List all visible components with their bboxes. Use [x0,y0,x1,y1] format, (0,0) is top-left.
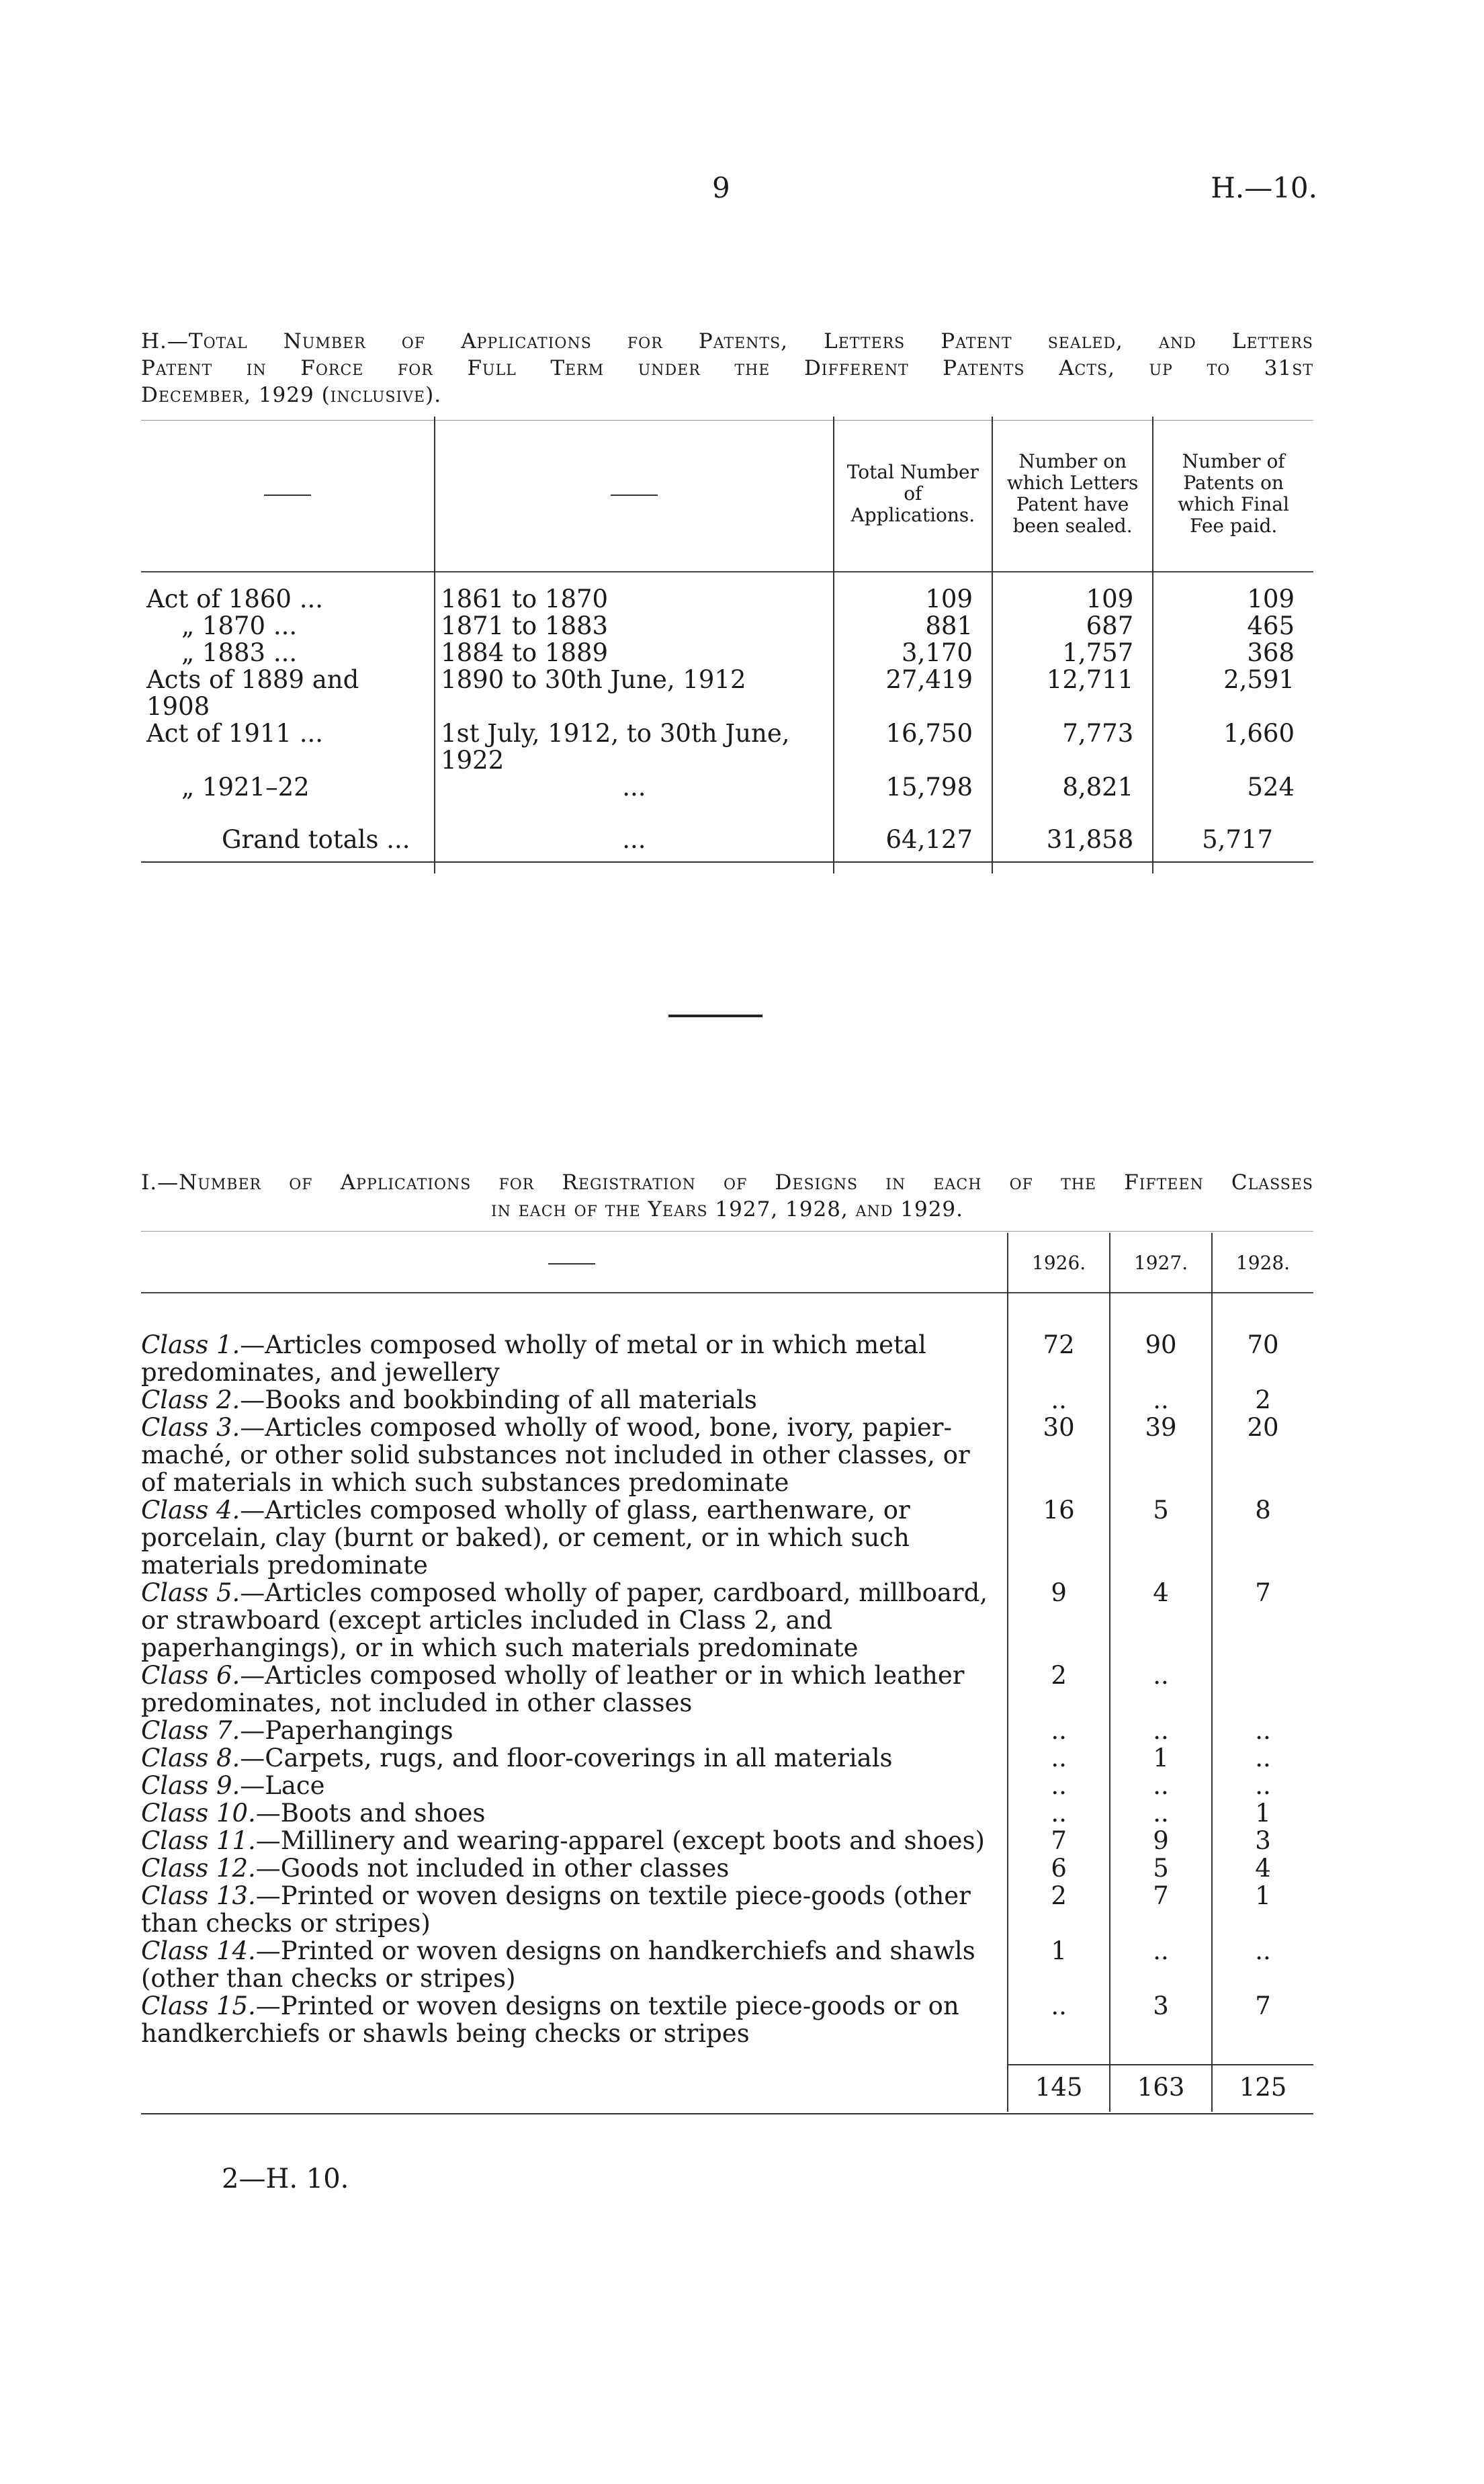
footer-code: 2—H. 10. [222,2164,349,2194]
row-sealed: 687 [992,613,1153,640]
value-1926: 7 [1008,1827,1110,1854]
value-1928: .. [1212,1772,1313,1799]
value-1928: 8 [1212,1496,1313,1579]
value-1928: 20 [1212,1414,1313,1496]
class-description: Class 6.—Articles composed wholly of leather or in which leather predominates, not included in other classes [141,1661,965,1717]
value-1928: .. [1212,1717,1313,1744]
value-1928: 1 [1212,1882,1313,1937]
value-1927: .. [1110,1386,1212,1414]
row-final: 109 [1153,586,1313,613]
table-row [141,1937,1313,1992]
value-1927: 3 [1110,1992,1212,2047]
class-description: Class 10.—Boots and shoes [141,1799,486,1828]
table-row [141,1386,1313,1414]
header-description [141,1233,1008,1293]
class-description: Class 7.—Paperhangings [141,1716,453,1745]
value-1928: 1 [1212,1799,1313,1827]
value-1927: 4 [1110,1579,1212,1662]
value-1928: 2 [1212,1386,1313,1414]
grand-totals-row [141,826,1313,853]
section-h-title-line1: H.—Total Number of Applications for Patents, Letters Patent sealed, and Letters [141,329,1313,353]
class-description: Class 4.—Articles composed wholly of glass, earthenware, or porcelain, clay (burnt or baked), or cement, or in which such materials predominate [141,1496,910,1580]
row-sealed: 109 [992,586,1153,613]
header-act [141,417,435,572]
value-1928: 7 [1212,1579,1313,1662]
section-i-title-line1: I.—Number of Applications for Registration of Designs in each of the Fifteen Classes [141,1170,1313,1195]
section-i-title-line2: in each of the Years 1927, 1928, and 1929. [490,1197,964,1222]
section-h-title-line3: December, 1929 (inclusive). [141,383,442,407]
value-1927: 5 [1110,1854,1212,1882]
value-1926: .. [1008,1717,1110,1744]
row-period: 1884 to 1889 [435,640,834,667]
section-separator [668,1015,762,1017]
value-1927: .. [1110,1772,1212,1799]
page-number: 9 [712,171,730,204]
table-row [141,1772,1313,1799]
value-1928: 3 [1212,1827,1313,1854]
value-1927: 5 [1110,1496,1212,1579]
totals-row [141,2065,1313,2112]
total-1928: 125 [1212,2065,1313,2112]
table-row [141,1744,1313,1772]
table-i-top-rule [141,1231,1313,1232]
value-1927: 1 [1110,1744,1212,1772]
table-i-header-row [141,1233,1313,1293]
grand-total-final: 5,717 [1153,826,1313,853]
row-total: 3,170 [834,640,992,667]
section-h-title-line2: Patent in Force for Full Term under the Different Patents Acts, up to 31st [141,356,1313,380]
value-1927: .. [1110,1799,1212,1827]
value-1926: 6 [1008,1854,1110,1882]
row-total: 27,419 [834,667,992,720]
value-1928: .. [1212,1937,1313,1992]
header-sealed: Number on which Letters Patent have been sealed. [992,417,1153,572]
row-final: 465 [1153,613,1313,640]
table-row [141,586,1313,613]
value-1928: 4 [1212,1854,1313,1882]
value-1927: 9 [1110,1827,1212,1854]
total-1926: 145 [1008,2065,1110,2112]
row-final: 1,660 [1153,720,1313,774]
grand-totals-period: ... [435,826,834,853]
value-1926: 16 [1008,1496,1110,1579]
table-row [141,774,1313,801]
row-total: 881 [834,613,992,640]
value-1926: 1 [1008,1937,1110,1992]
value-1926: .. [1008,1772,1110,1799]
value-1928: 7 [1212,1992,1313,2047]
value-1928: 70 [1212,1331,1313,1386]
value-1926: 9 [1008,1579,1110,1662]
value-1926: .. [1008,1386,1110,1414]
row-final: 524 [1153,774,1313,801]
class-description: Class 1.—Articles composed wholly of metal or in which metal predominates, and jewellery [141,1330,926,1387]
header-final: Number of Patents on which Final Fee paid. [1153,417,1313,572]
table-i [141,1233,1313,2112]
row-period: 1st July, 1912, to 30th June, 1922 [435,720,834,774]
table-row [141,1827,1313,1854]
class-description: Class 2.—Books and bookbinding of all materials [141,1385,757,1414]
row-period: 1861 to 1870 [435,586,834,613]
table-row [141,1717,1313,1744]
header-period [435,417,834,572]
row-act: Acts of 1889 and 1908 [146,665,359,721]
row-act: „ 1921–22 [181,773,310,802]
class-description: Class 8.—Carpets, rugs, and floor-coverings in all materials [141,1744,893,1772]
value-1927: .. [1110,1717,1212,1744]
header-year-3: 1928. [1212,1233,1313,1293]
value-1926: .. [1008,1799,1110,1827]
class-description: Class 15.—Printed or woven designs on textile piece-goods or on handkerchiefs or shawls being checks or stripes [141,1992,959,2048]
class-description: Class 14.—Printed or woven designs on handkerchiefs and shawls (other than checks or stripes) [141,1936,975,1993]
class-description: Class 5.—Articles composed wholly of paper, cardboard, millboard, or strawboard (except articles included in Class 2, and paperhangings), or in which such materials predominate [141,1578,988,1662]
row-period: 1871 to 1883 [435,613,834,640]
row-final: 2,591 [1153,667,1313,720]
value-1926: .. [1008,1744,1110,1772]
header-year-1: 1926. [1008,1233,1110,1293]
total-1927: 163 [1110,2065,1212,2112]
table-i-bottom-rule [141,2113,1313,2114]
table-row [141,1496,1313,1579]
value-1926: 72 [1008,1331,1110,1386]
class-description: Class 3.—Articles composed wholly of wood, bone, ivory, papier-maché, or other solid substances not included in other classes, or of materials in which such substances predominate [141,1413,970,1497]
value-1927: .. [1110,1937,1212,1992]
grand-totals-label: Grand totals ... [222,825,410,854]
row-act: Act of 1860 ... [146,585,324,613]
page-code: H.—10. [1211,171,1317,204]
class-description: Class 9.—Lace [141,1771,325,1800]
header-total: Total Number of Applications. [834,417,992,572]
header-year-2: 1927. [1110,1233,1212,1293]
table-row [141,667,1313,720]
table-h-bottom-rule [141,861,1313,863]
row-act: „ 1883 ... [181,638,298,667]
section-h-title [141,328,1313,409]
row-sealed: 7,773 [992,720,1153,774]
row-total: 15,798 [834,774,992,801]
grand-total-applications: 64,127 [834,826,992,853]
grand-total-sealed: 31,858 [992,826,1153,853]
value-1926: .. [1008,1992,1110,2047]
table-row [141,1414,1313,1496]
table-row [141,1799,1313,1827]
totals-label [141,2065,1008,2112]
section-i-title [141,1169,1313,1223]
table-row [141,1854,1313,1882]
row-act: „ 1870 ... [181,611,298,640]
class-description: Class 13.—Printed or woven designs on textile piece-goods (other than checks or stripes) [141,1881,971,1938]
value-1927: 7 [1110,1882,1212,1937]
value-1926: 30 [1008,1414,1110,1496]
row-period: 1890 to 30th June, 1912 [435,667,834,720]
value-1927: 39 [1110,1414,1212,1496]
table-row [141,1662,1313,1717]
table-row [141,640,1313,667]
row-sealed: 1,757 [992,640,1153,667]
value-1927: 90 [1110,1331,1212,1386]
table-row [141,613,1313,640]
value-1926: 2 [1008,1882,1110,1937]
row-total: 109 [834,586,992,613]
row-period: ... [435,774,834,801]
value-1926: 2 [1008,1662,1110,1717]
table-h-header-row [141,417,1313,572]
table-row [141,1579,1313,1662]
table-row [141,1992,1313,2047]
row-act: Act of 1911 ... [146,719,324,748]
row-total: 16,750 [834,720,992,774]
class-description: Class 12.—Goods not included in other classes [141,1854,730,1883]
row-sealed: 8,821 [992,774,1153,801]
value-1927: .. [1110,1662,1212,1717]
class-description: Class 11.—Millinery and wearing-apparel (except boots and shoes) [141,1826,985,1855]
value-1928: .. [1212,1744,1313,1772]
table-row [141,1331,1313,1386]
row-sealed: 12,711 [992,667,1153,720]
row-final: 368 [1153,640,1313,667]
table-row [141,720,1313,774]
value-1928 [1212,1662,1313,1717]
table-row [141,1882,1313,1937]
table-h [141,417,1313,873]
